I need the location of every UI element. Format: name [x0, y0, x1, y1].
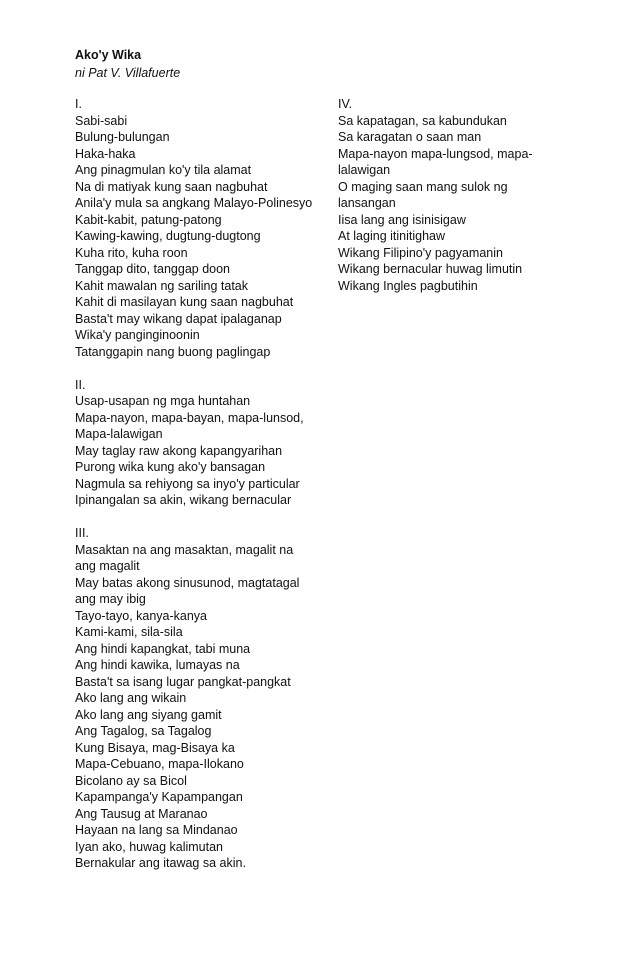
- poem-line: Bulung-bulungan: [75, 130, 170, 144]
- poem-line: Haka-haka: [75, 146, 136, 161]
- poem-line: Na di matiyak kung saan nagbuhat: [75, 179, 268, 194]
- poem-line: Tatanggapin nang buong paglingap: [75, 344, 271, 359]
- poem-line: Anila'y mula sa angkang Malayo-Polinesyo: [75, 196, 313, 210]
- poem-line: Mapa-nayon mapa-lungsod, mapa-lalawigan: [338, 146, 533, 177]
- poem-line: Ang hindi kapangkat, tabi muna: [75, 641, 251, 656]
- stanza-number: I.: [75, 97, 82, 111]
- poem-line: Ang Tausug at Maranao: [75, 806, 208, 821]
- poem-line: Kuha rito, kuha roon: [75, 245, 188, 260]
- poem-line: Wikang Filipino'y pagyamanin: [338, 245, 503, 260]
- poem-line: Sa karagatan o saan man: [338, 130, 482, 144]
- poem-line: Iyan ako, huwag kalimutan: [75, 839, 224, 854]
- poem-line: Purong wika kung ako'y bansagan: [75, 460, 266, 474]
- poem-line: Kabit-kabit, patung-patong: [75, 212, 222, 227]
- stanza-number: III.: [75, 526, 89, 540]
- poem-line: Bernakular ang itawag sa akin.: [75, 856, 246, 870]
- poem-line: Tayo-tayo, kanya-kanya: [75, 608, 208, 623]
- poem-line: Wikang Ingles pagbutihin: [338, 278, 478, 293]
- poem-header: [75, 46, 335, 82]
- poem-line: Sa kapatagan, sa kabundukan: [338, 113, 507, 128]
- poem-line: Ipinangalan sa akin, wikang bernacular: [75, 493, 292, 507]
- poem-line: Usap-usapan ng mga huntahan: [75, 394, 251, 408]
- poem-line: Mapa-nayon, mapa-bayan, mapa-lunsod,: [75, 410, 304, 425]
- poem-line: Tanggap dito, tanggap doon: [75, 262, 230, 276]
- poem-line: May batas akong sinusunod, magtatagal ang may ibig: [75, 575, 300, 606]
- poem-line: Mapa-Cebuano, mapa-Ilokano: [75, 757, 244, 771]
- left-column: [75, 96, 315, 888]
- poem-line: May taglay raw akong kapangyarihan: [75, 443, 283, 458]
- poem-line: Basta't may wikang dapat ipalaganap: [75, 311, 282, 326]
- poem-line: O maging saan mang sulok ng lansangan: [338, 179, 508, 210]
- poem-line: Kapampanga'y Kapampangan: [75, 790, 243, 804]
- poem-line: Sabi-sabi: [75, 113, 128, 128]
- poem-line: Wika'y panginginoonin: [75, 328, 200, 342]
- poem-line: Iisa lang ang isinisigaw: [338, 212, 466, 227]
- stanza-number: II.: [75, 377, 86, 392]
- stanza: [338, 96, 563, 294]
- poem-line: Kahit di masilayan kung saan nagbuhat: [75, 295, 294, 309]
- stanza: [75, 377, 315, 509]
- poem-title: Ako'y Wika: [75, 48, 142, 62]
- poem-line: Hayaan na lang sa Mindanao: [75, 823, 238, 837]
- poem-line: Wikang bernacular huwag limutin: [338, 262, 523, 276]
- right-column: [338, 96, 563, 311]
- poem-line: Kung Bisaya, mag-Bisaya ka: [75, 740, 235, 755]
- poem-line: Ako lang ang wikain: [75, 691, 187, 705]
- poem-line: Ang hindi kawika, lumayas na: [75, 658, 240, 672]
- poem-line: Kahit mawalan ng sariling tatak: [75, 278, 249, 293]
- poem-line: Kami-kami, sila-sila: [75, 625, 183, 639]
- poem-line: Nagmula sa rehiyong sa inyo'y particular: [75, 476, 300, 491]
- poem-line: Bicolano ay sa Bicol: [75, 773, 187, 788]
- poem-line: Ang Tagalog, sa Tagalog: [75, 724, 212, 738]
- poem-line: Mapa-lalawigan: [75, 427, 163, 441]
- poem-line: At laging itinitighaw: [338, 229, 446, 243]
- stanza: [75, 525, 315, 872]
- poem-line: Kawing-kawing, dugtung-dugtong: [75, 229, 261, 243]
- poem-line: Ang pinagmulan ko'y tila alamat: [75, 163, 252, 177]
- stanza-number: IV.: [338, 97, 353, 111]
- stanza: [75, 96, 315, 360]
- poem-author: ni Pat V. Villafuerte: [75, 66, 181, 80]
- poem-line: Masaktan na ang masaktan, magalit na ang magalit: [75, 542, 294, 573]
- poem-line: Ako lang ang siyang gamit: [75, 707, 222, 722]
- poem-line: Basta't sa isang lugar pangkat-pangkat: [75, 674, 291, 689]
